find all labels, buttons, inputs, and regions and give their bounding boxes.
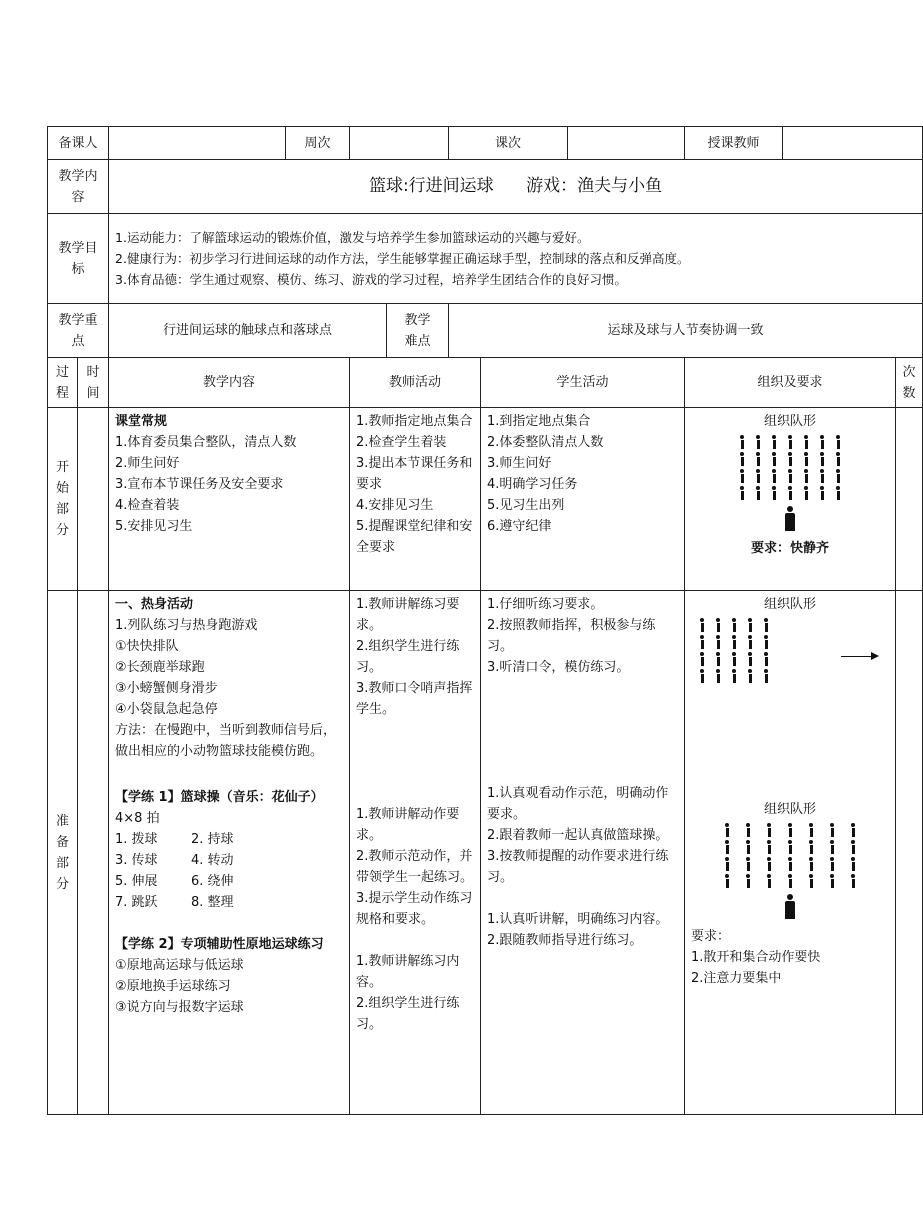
list-item: 4.检查着装 xyxy=(115,498,180,513)
lesson-label: 课次 xyxy=(449,127,568,160)
list-item: 3.教师口令哨声指挥学生。 xyxy=(356,681,473,717)
start-label: 开始部分 xyxy=(48,408,78,591)
lesson-value[interactable] xyxy=(568,127,685,160)
list-item: 3.提示学生动作练习规格和要求。 xyxy=(356,891,473,927)
list-item: 4.安排见习生 xyxy=(356,498,434,513)
prep-teacher xyxy=(350,591,481,1115)
difficulty-label: 教学难点 xyxy=(387,304,449,358)
list-item: 1.认真听讲解，明确练习内容。 xyxy=(487,912,669,927)
list-item: 2.体委整队清点人数 xyxy=(487,435,604,450)
list-item: 2.检查学生着装 xyxy=(356,435,447,450)
prep-times[interactable] xyxy=(896,591,923,1115)
formation-diagram xyxy=(685,435,895,532)
list-item: 5.提醒课堂纪律和安全要求 xyxy=(356,519,473,555)
list-item: 1.仔细听练习要求。 xyxy=(487,597,604,612)
move-row: 7. 跳跃 8. 整理 xyxy=(115,895,234,910)
list-item: 3.宣布本节课任务及安全要求 xyxy=(115,477,284,492)
exercise2-title: 【学练 2】专项辅助性原地运球练习 xyxy=(115,937,324,952)
right-arrow-icon xyxy=(841,656,877,657)
col-teacher: 教师活动 xyxy=(350,358,481,408)
key-text: 行进间运球的触球点和落球点 xyxy=(109,304,387,358)
move-row: 3. 传球 4. 转动 xyxy=(115,853,234,868)
goals-label: 教学目标 xyxy=(48,214,109,304)
list-item: 2.跟随教师指导进行练习。 xyxy=(487,933,643,948)
student-row xyxy=(691,840,889,854)
formation-diagram-2 xyxy=(691,799,889,989)
week-value[interactable] xyxy=(350,127,449,160)
list-item: 1.教师指定地点集合 xyxy=(356,414,473,429)
list-item: ③小螃蟹侧身滑步 xyxy=(115,681,218,696)
prep-student xyxy=(481,591,685,1115)
list-item: 2.组织学生进行练习。 xyxy=(356,996,460,1032)
list-item: 3.按教师提醒的动作要求进行练习。 xyxy=(487,849,669,885)
warmup-title: 一、热身活动 xyxy=(115,597,194,612)
start-student xyxy=(481,408,685,591)
goal-item: 3.体育品德：学生通过观察、模仿、练习、游戏的学习过程，培养学生团结合作的良好习惯。 xyxy=(115,272,627,287)
prep-section-label: 准备部分 xyxy=(48,591,78,1115)
lesson-plan-table xyxy=(47,126,923,1115)
list-item: 1.教师讲解动作要求。 xyxy=(356,807,460,843)
goals-list xyxy=(109,214,923,304)
header-row xyxy=(48,127,923,160)
org-requirement: 要求：快静齐 xyxy=(751,541,830,556)
col-process: 过程 xyxy=(48,358,78,408)
col-org: 组织及要求 xyxy=(685,358,896,408)
goal-item: 2.健康行为：初步学习行进间运球的动作方法，学生能够掌握正确运球手型，控制球的落点和反弹高度。 xyxy=(115,251,690,266)
list-item: 6.遵守纪律 xyxy=(487,519,552,534)
student-row xyxy=(691,874,889,888)
list-item: ④小袋鼠急起急停 xyxy=(115,702,218,717)
week-label: 周次 xyxy=(286,127,350,160)
exercise1-beat: 4×8 拍 xyxy=(115,811,160,826)
teacher-value[interactable] xyxy=(783,127,923,160)
student-row xyxy=(691,652,889,666)
list-item: 2.跟着教师一起认真做篮球操。 xyxy=(487,828,669,843)
student-row xyxy=(691,618,889,632)
start-content-title: 课堂常规 xyxy=(115,414,168,429)
prep-label: 备课人 xyxy=(48,127,109,160)
list-item: ②原地换手运球练习 xyxy=(115,979,231,994)
list-item: 3.提出本节课任务和要求 xyxy=(356,456,473,492)
student-row xyxy=(691,857,889,871)
col-times: 次数 xyxy=(896,358,923,408)
start-section-row xyxy=(48,408,923,591)
prep-content xyxy=(109,591,350,1115)
prep-section-row xyxy=(48,591,923,1115)
student-row xyxy=(691,823,889,837)
student-row xyxy=(685,469,895,483)
key-label: 教学重点 xyxy=(48,304,109,358)
col-time: 时间 xyxy=(78,358,109,408)
content-title: 篮球:行进间运球 游戏：渔夫与小鱼 xyxy=(109,160,923,214)
list-item: 4.明确学习任务 xyxy=(487,477,578,492)
goal-item: 1.运动能力：了解篮球运动的锻炼价值，激发与培养学生参加篮球运动的兴趣与爱好。 xyxy=(115,230,590,245)
teacher-icon xyxy=(784,894,796,920)
difficulty-text: 运球及球与人节奏协调一致 xyxy=(449,304,923,358)
prep-org xyxy=(685,591,896,1115)
list-item: 1.认真观看动作示范，明确动作要求。 xyxy=(487,786,669,822)
exercise1-title: 【学练 1】篮球操（音乐：花仙子） xyxy=(115,790,324,805)
content-row xyxy=(48,160,923,214)
col-student: 学生活动 xyxy=(481,358,685,408)
column-header-row xyxy=(48,358,923,408)
start-org xyxy=(685,408,896,591)
col-content: 教学内容 xyxy=(109,358,350,408)
start-times[interactable] xyxy=(896,408,923,591)
list-item: 1.列队练习与热身跑游戏 xyxy=(115,618,258,633)
list-item: ①快快排队 xyxy=(115,639,179,654)
student-row xyxy=(691,669,889,683)
list-item: 2.注意力要集中 xyxy=(691,971,782,986)
list-item: 5.见习生出列 xyxy=(487,498,565,513)
move-row: 5. 伸展 6. 绕伸 xyxy=(115,874,234,889)
start-time[interactable] xyxy=(78,408,109,591)
list-item: 2.组织学生进行练习。 xyxy=(356,639,460,675)
key-points-row xyxy=(48,304,923,358)
list-item: 1.到指定地点集合 xyxy=(487,414,591,429)
lesson-plan-sheet xyxy=(47,126,916,1115)
list-item: 3.听清口令，模仿练习。 xyxy=(487,660,630,675)
list-item: 2.按照教师指挥，积极参与练习。 xyxy=(487,618,656,654)
list-item: ①原地高运球与低运球 xyxy=(115,958,244,973)
formation-diagram-1 xyxy=(691,594,889,799)
org-title: 组织队形 xyxy=(764,414,817,429)
start-content xyxy=(109,408,350,591)
list-item: 3.师生问好 xyxy=(487,456,552,471)
student-row xyxy=(685,486,895,500)
list-item: ③说方向与报数字运球 xyxy=(115,1000,244,1015)
list-item: 方法：在慢跑中，当听到教师信号后，做出相应的小动物篮球技能模仿跑。 xyxy=(115,723,337,759)
goals-row xyxy=(48,214,923,304)
start-teacher xyxy=(350,408,481,591)
teacher-icon xyxy=(784,506,796,532)
org-title: 组织队形 xyxy=(764,597,817,612)
list-item: 1.散开和集合动作要快 xyxy=(691,950,821,965)
teacher-label: 授课教师 xyxy=(685,127,783,160)
list-item: 2.教师示范动作，并带领学生一起练习。 xyxy=(356,849,474,885)
org-title: 组织队形 xyxy=(764,802,817,817)
org-requirement-title: 要求： xyxy=(691,929,731,944)
list-item: 1.教师讲解练习要求。 xyxy=(356,597,460,633)
list-item: 2.师生问好 xyxy=(115,456,180,471)
list-item: 1.体育委员集合整队，清点人数 xyxy=(115,435,297,450)
list-item: 5.安排见习生 xyxy=(115,519,193,534)
prep-value[interactable] xyxy=(109,127,286,160)
list-item: ②长颈鹿举球跑 xyxy=(115,660,205,675)
student-row xyxy=(685,452,895,466)
student-row xyxy=(685,435,895,449)
move-row: 1. 拨球 2. 持球 xyxy=(115,832,234,847)
prep-time[interactable] xyxy=(78,591,109,1115)
list-item: 1.教师讲解练习内容。 xyxy=(356,954,460,990)
student-row xyxy=(691,635,889,649)
content-label: 教学内容 xyxy=(48,160,109,214)
